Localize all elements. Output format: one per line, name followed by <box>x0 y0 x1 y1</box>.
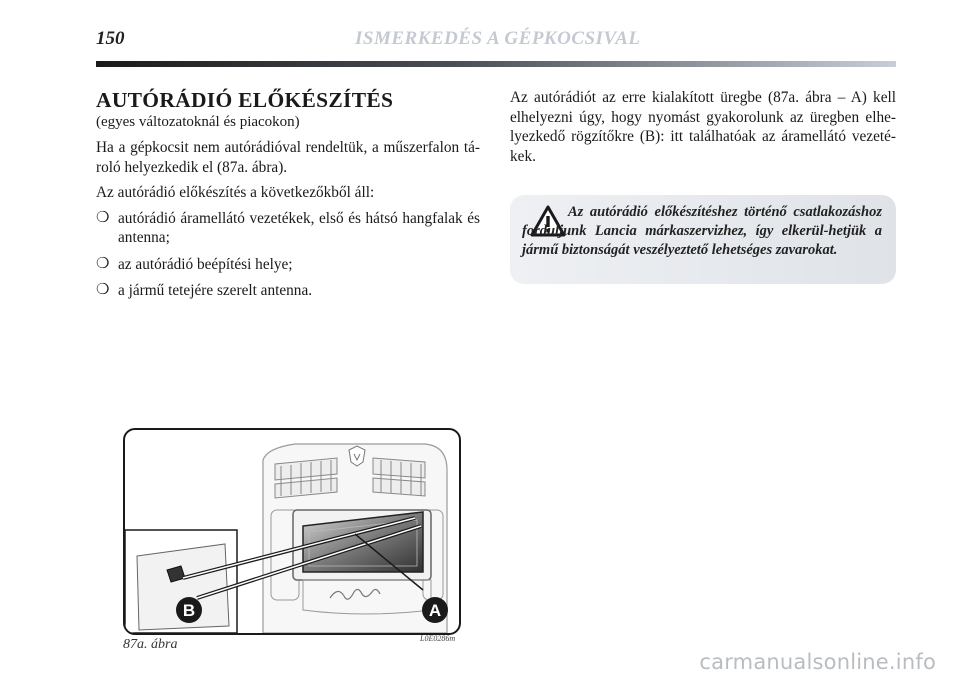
running-title: ISMERKEDÉS A GÉPKOCSIVAL <box>355 28 641 49</box>
list-item-text: autórádió áramellátó vezetékek, első és hátsó hangfalak és antenna; <box>118 209 480 246</box>
right-column <box>510 88 896 172</box>
warning-box <box>510 195 896 284</box>
bullet-icon: ❍ <box>96 209 110 226</box>
left-column <box>96 88 480 308</box>
components-paragraph: Az autórádió előkészítés a következőkből áll: <box>96 184 375 201</box>
section-subtitle: (egyes változatoknál és piacokon) <box>96 114 300 130</box>
dashboard-illustration <box>123 428 461 635</box>
list-item <box>96 209 480 248</box>
list-item <box>96 281 480 301</box>
figure-code: L0E0286m <box>420 634 456 643</box>
label-a: A <box>428 601 442 620</box>
list-item <box>96 255 480 275</box>
installation-paragraph: Az autórádiót az erre kialakított üregbe (87a. ábra – A) kell elhelyezni úgy, hogy nyomást gyakorolunk az üregben elhe-lyezkedő rögzítőkre (B): itt találhatóak az áramellátó vezeté-kek. <box>510 89 896 165</box>
dashboard-drawing <box>125 430 459 633</box>
page-number: 150 <box>96 28 125 49</box>
list-item-text: a jármű tetejére szerelt antenna. <box>118 282 313 299</box>
section-title: AUTÓRÁDIÓ ELŐKÉSZÍTÉS <box>96 88 394 112</box>
bullet-icon: ❍ <box>96 282 110 298</box>
label-b: B <box>182 601 196 620</box>
bullet-icon: ❍ <box>96 255 110 272</box>
list-item-text: az autórádió beépítési helye; <box>118 255 293 273</box>
warning-text: Az autórádió előkészítéshez történő csatlakozáshoz forduljunk Lancia márkaszervizhez, így elkerül-hetjük a jármű biztonságát veszélyeztető lehetséges zavarokat. <box>522 204 882 258</box>
components-list <box>96 209 480 301</box>
intro-paragraph: Ha a gépkocsit nem autórádióval rendeltük, a műszerfalon tá-roló helyezkedik el (87a. ábra). <box>96 139 480 176</box>
header-rule <box>96 61 896 67</box>
watermark: carmanualsonline.info <box>699 650 936 674</box>
figure-caption: 87a. ábra <box>123 637 178 652</box>
